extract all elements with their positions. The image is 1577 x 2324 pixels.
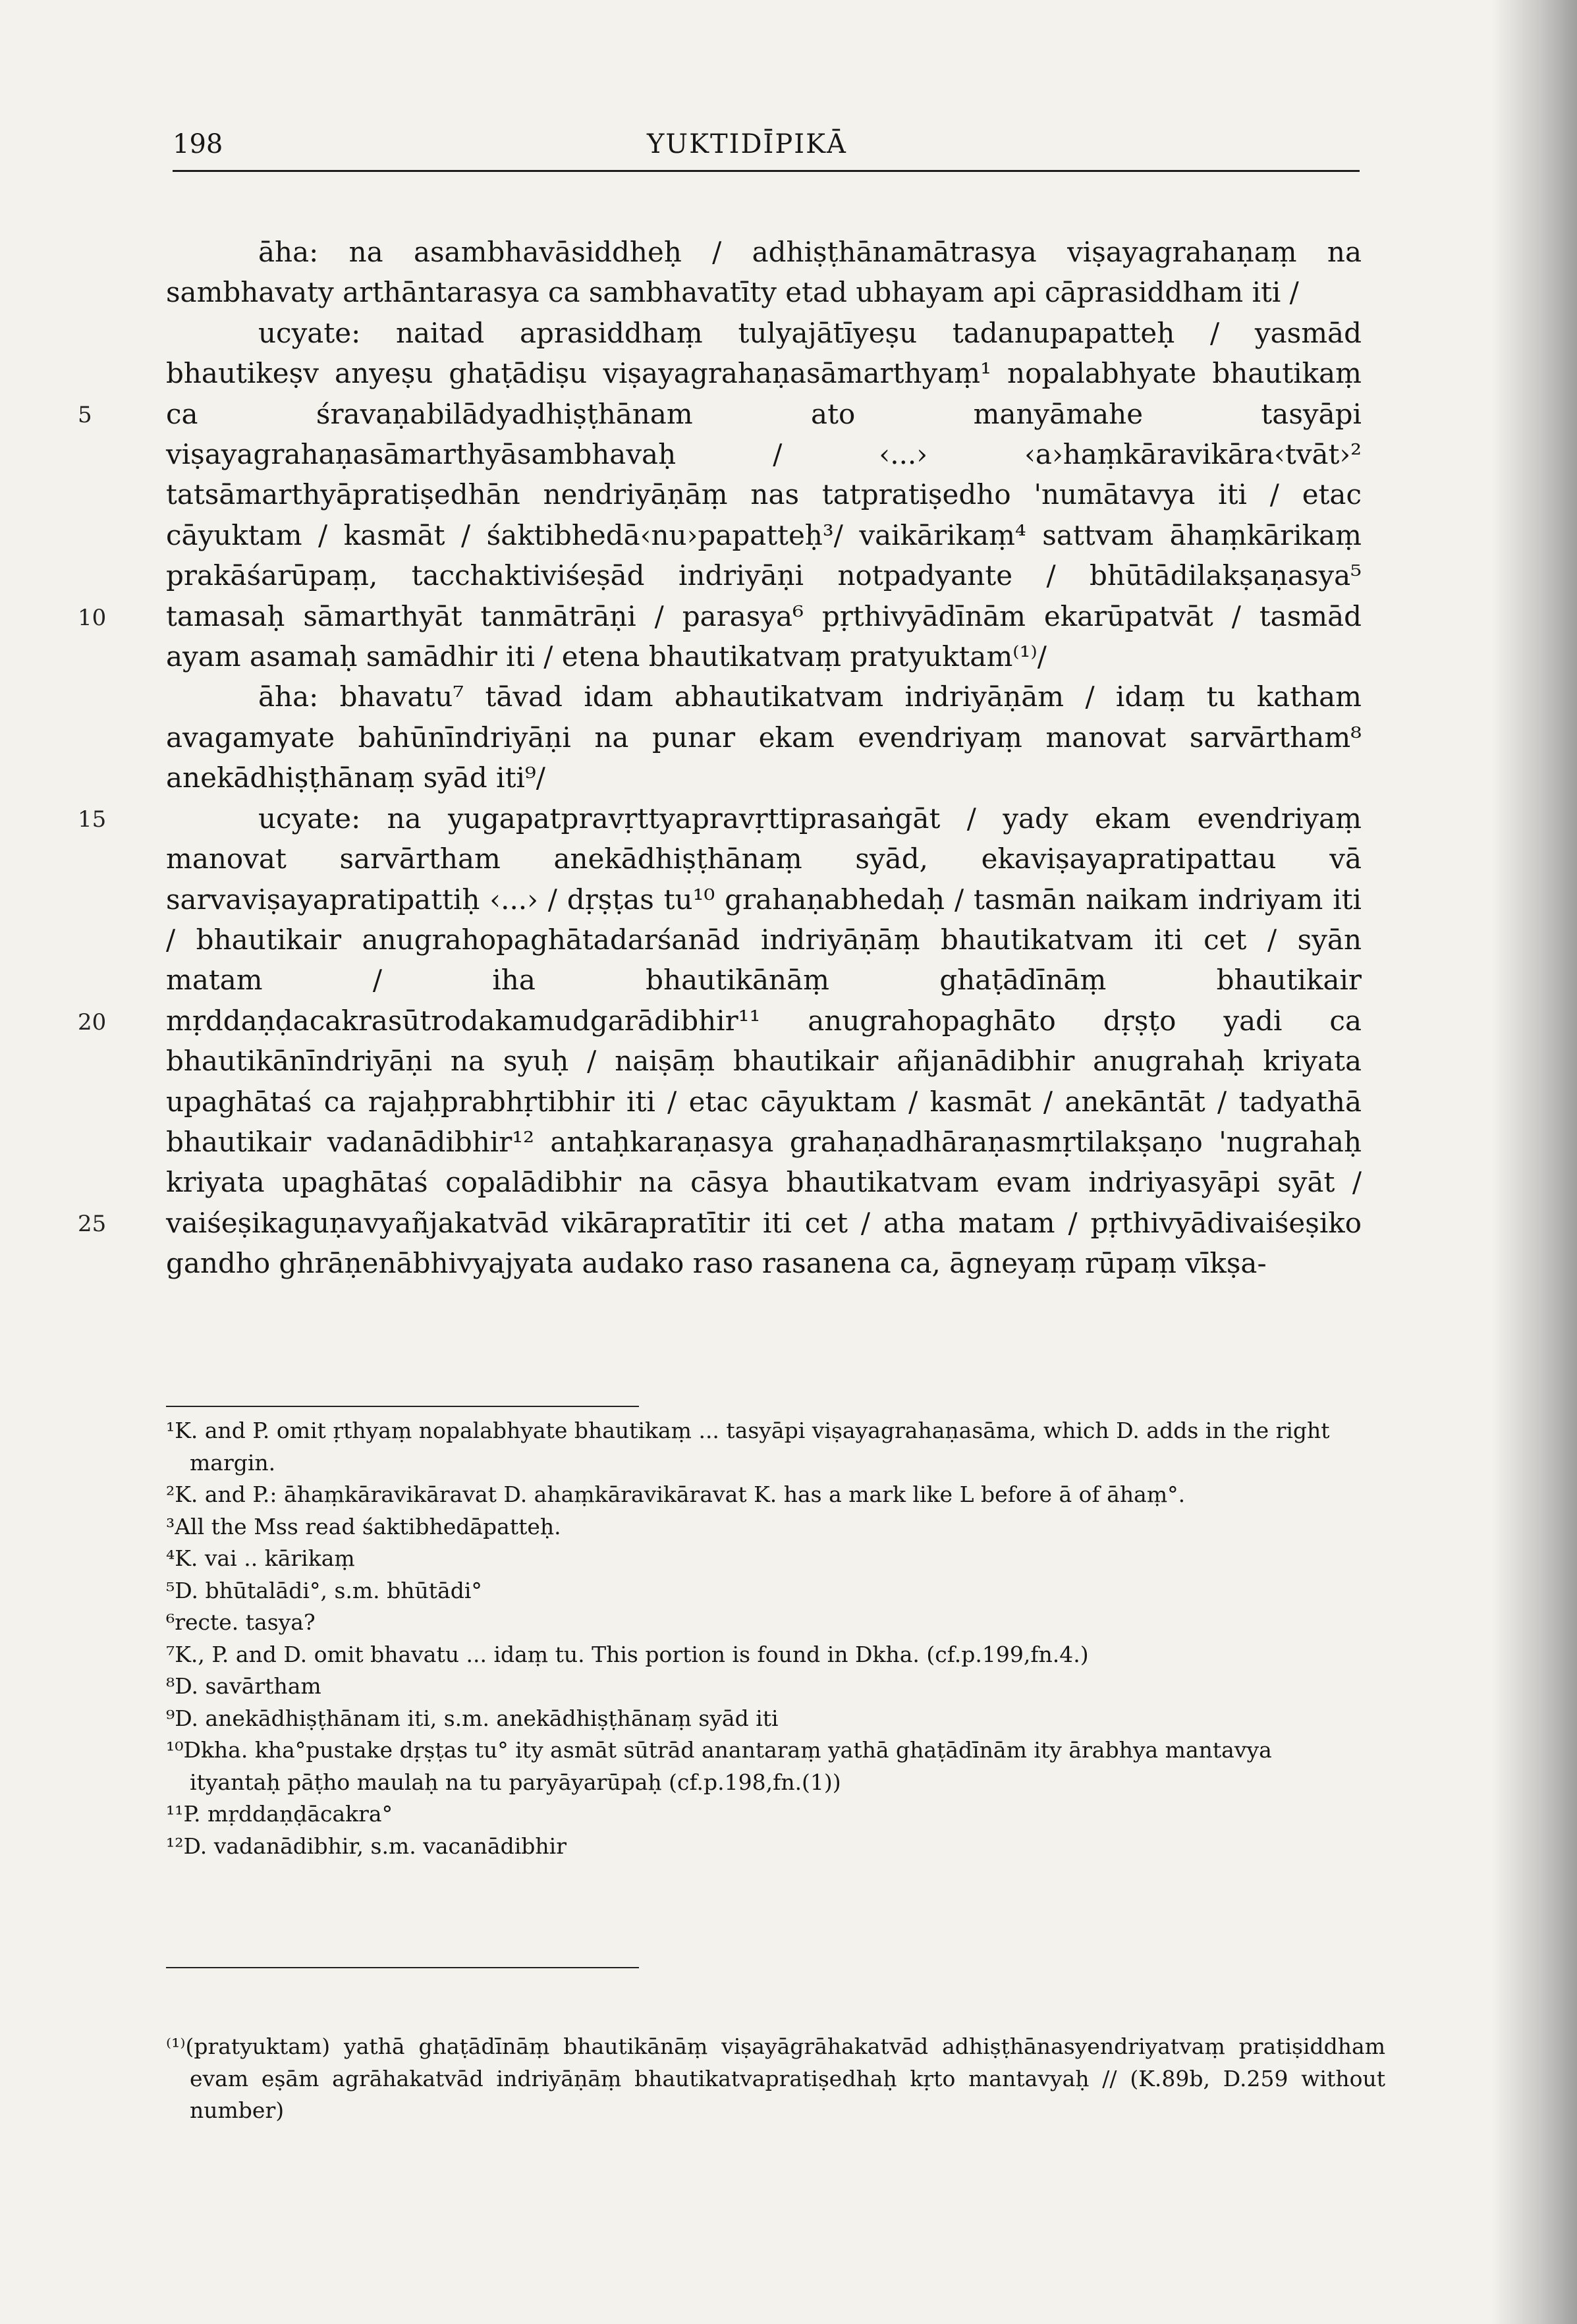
footnote: ¹⁰Dkha. kha°pustake dṛṣṭas tu° ity asmāt sūtrād anantaraṃ yathā ghaṭādīnām ity ārabhya mantavya ityantaḥ pāṭho maulaḥ na tu paryāyarūpaḥ (cf.p.198,fn.(1)) xyxy=(166,1737,1272,1795)
editor-note: ⁽¹⁾(pratyuktam) yathā ghaṭādīnāṃ bhautikānāṃ viṣayāgrāhakatvād adhiṣṭhānasyendriyatvaṃ pratiṣiddham evam eṣām agrāhakatvād indriyāṇāṃ bhautikatvapratiṣedhaḥ kṛto mantavyaḥ // (K.89b, D.259 without number) xyxy=(166,2034,1385,2123)
footnote: ⁸D. savārtham xyxy=(166,1673,321,1699)
line-number-20: 20 xyxy=(78,1009,107,1036)
main-text xyxy=(166,232,1362,1284)
line-number-10: 10 xyxy=(78,605,107,631)
line-number-25: 25 xyxy=(78,1211,107,1237)
footnote: ¹K. and P. omit ṛthyaṃ nopalabhyate bhautikaṃ ... tasyāpi viṣayagrahaṇasāma, which D. adds in the right margin. xyxy=(166,1418,1330,1476)
line-number-15: 15 xyxy=(78,806,107,833)
footnote: ¹¹P. mṛddaṇḍācakra° xyxy=(166,1801,393,1827)
footnote: ⁵D. bhūtalādi°, s.m. bhūtādi° xyxy=(166,1577,482,1603)
footnote: ⁹D. anekādhiṣṭhānam iti, s.m. anekādhiṣṭhānaṃ syād iti xyxy=(166,1705,779,1731)
paragraph: ucyate: naitad aprasiddhaṃ tulyajātīyeṣu tadanupapatteḥ / yasmād bhautikeṣv anyeṣu ghaṭādiṣu viṣayagrahaṇasāmarthyaṃ¹ nopalabhyate bhautikaṃ ca śravaṇabilādyadhiṣṭhānam ato manyāmahe tasyāpi viṣayagrahaṇasāmarthyāsambhavaḥ / ‹...› ‹a›haṃkāravikāra‹tvāt›² tatsāmarthyāpratiṣedhān nendriyāṇāṃ nas tatpratiṣedho 'numātavya iti / etac cāyuktam / kasmāt / śaktibhedā‹nu›papatteḥ³/ vaikārikaṃ⁴ sattvam āhaṃkārikaṃ prakāśarūpaṃ, tacchaktiviśeṣād indriyāṇi notpadyante / bhūtādilakṣaṇasya⁵ tamasaḥ sāmarthyāt tanmātrāṇi / parasya⁶ pṛthivyādīnām ekarūpatvāt / tasmād ayam asamaḥ samādhir iti / etena bhautikatvaṃ pratyuktam⁽¹⁾/ xyxy=(166,316,1362,673)
footnote: ²K. and P.: āhaṃkāravikāravat D. ahaṃkāravikāravat K. has a mark like L before ā of āhaṃ°. xyxy=(166,1481,1186,1507)
paragraph: ucyate: na yugapatpravṛttyapravṛttiprasaṅgāt / yady ekam evendriyaṃ manovat sarvārtham anekādhiṣṭhānaṃ syād, ekaviṣayapratipattau vā sarvaviṣayapratipattiḥ ‹...› / dṛṣṭas tu¹⁰ grahaṇabhedaḥ / tasmān naikam indriyam iti / bhautikair anugrahopaghātadarśanād indriyāṇāṃ bhautikatvam iti cet / syān matam / iha bhautikānāṃ ghaṭādīnāṃ bhautikair mṛddaṇḍacakrasūtrodakamudgarādibhir¹¹ anugrahopaghāto dṛṣṭo yadi ca bhautikānīndriyāṇi na syuḥ / naiṣāṃ bhautikair añjanādibhir anugrahaḥ kriyata upaghātaś ca rajaḥprabhṛtibhir iti / etac cāyuktam / kasmāt / anekāntāt / tadyathā bhautikair vadanādibhir¹² antaḥkaraṇasya grahaṇadhāraṇasmṛtilakṣaṇo 'nugrahaḥ kriyata upaghātaś copalādibhir na cāsya bhautikatvam evam indriyasyāpi syāt / vaiśeṣikaguṇavyañjakatvād vikārapratītir iti cet / atha matam / pṛthivyādivaiśeṣiko gandho ghrāṇenābhivyajyata audako raso rasanena ca, āgneyaṃ rūpaṃ vīkṣa- xyxy=(166,802,1362,1280)
page-number: 198 xyxy=(173,129,223,159)
footnotes xyxy=(166,1415,1362,1862)
line-number-5: 5 xyxy=(78,402,92,428)
running-title: YUKTIDĪPIKĀ xyxy=(647,129,847,159)
footnote-divider xyxy=(166,1406,639,1407)
footnote: ¹²D. vadanādibhir, s.m. vacanādibhir xyxy=(166,1833,567,1859)
paragraph: āha: na asambhavāsiddheḥ / adhiṣṭhānamātrasya viṣayagrahaṇaṃ na sambhavaty arthāntarasya ca sambhavatīty etad ubhayam api cāprasiddham iti / xyxy=(166,236,1362,309)
footnote: ⁶recte. tasya? xyxy=(166,1609,316,1635)
editor-note-divider xyxy=(166,1967,639,1968)
page-header xyxy=(173,129,1360,172)
paragraph: āha: bhavatu⁷ tāvad idam abhautikatvam indriyāṇām / idaṃ tu katham avagamyate bahūnīndriyāṇi na punar ekam evendriyaṃ manovat sarvārtham⁸ anekādhiṣṭhānaṃ syād iti⁹/ xyxy=(166,680,1362,794)
footnote: ⁴K. vai .. kārikaṃ xyxy=(166,1545,355,1571)
footnote: ⁷K., P. and D. omit bhavatu ... idaṃ tu. This portion is found in Dkha. (cf.p.199,fn.4.) xyxy=(166,1641,1089,1667)
footnote: ³All the Mss read śaktibhedāpatteḥ. xyxy=(166,1513,561,1539)
book-spine-shadow xyxy=(1491,0,1577,2324)
